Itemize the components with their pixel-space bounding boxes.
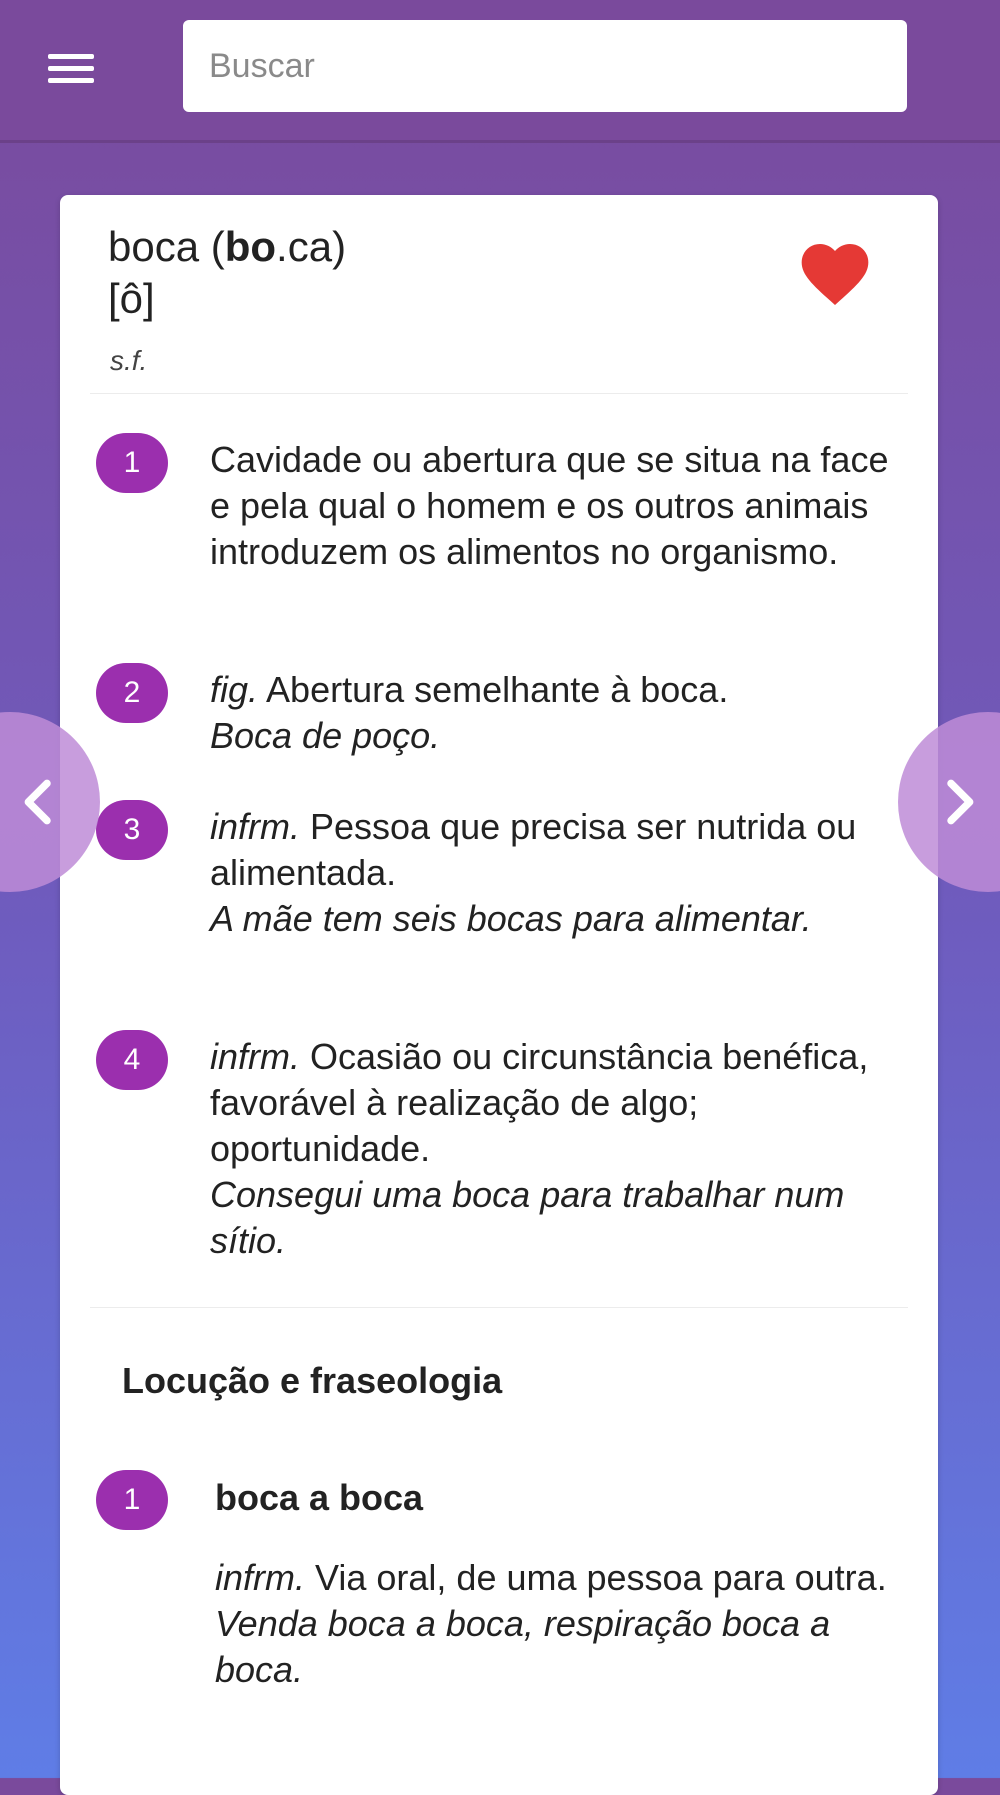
definition-example: Consegui uma boca para trabalhar num sítio. (210, 1174, 845, 1261)
definition-text: Cavidade ou abertura que se situa na face e pela qual o homem e os outros animais introduzem os alimentos no organismo. (210, 439, 889, 572)
menu-icon[interactable] (40, 44, 102, 94)
heart-icon[interactable] (795, 235, 875, 305)
headword: boca (bo.ca) (108, 223, 347, 270)
definition-text: infrm. Pessoa que precisa ser nutrida ou alimentada. A mãe tem seis bocas para alimentar. (210, 804, 900, 942)
definition-text: fig. Abertura semelhante à boca. Boca de poço. (210, 667, 900, 759)
locution-example: Venda boca a boca, respiração boca a boca. (215, 1603, 831, 1690)
top-bar (0, 0, 1000, 143)
chevron-left-icon (12, 774, 68, 830)
locution-text: infrm. Via oral, de uma pessoa para outra. Venda boca a boca, respiração boca a boca. (215, 1555, 905, 1693)
search-input[interactable] (183, 20, 907, 112)
chevron-right-icon (930, 774, 986, 830)
definition-example: Boca de poço. (210, 715, 441, 756)
definition-number: 3 (96, 800, 168, 860)
definition-example: A mãe tem seis bocas para alimentar. (210, 898, 812, 939)
definition-number: 4 (96, 1030, 168, 1090)
locution-term: boca a boca (215, 1477, 424, 1518)
definition-number: 1 (96, 433, 168, 493)
divider (90, 1307, 908, 1308)
divider (90, 393, 908, 394)
definition-number: 2 (96, 663, 168, 723)
entry-card (60, 195, 938, 1795)
locution-number: 1 (96, 1470, 168, 1530)
section-title: Locução e fraseologia (122, 1360, 503, 1401)
pronunciation: [ô] (108, 275, 155, 322)
part-of-speech: s.f. (110, 345, 148, 376)
definition-text: infrm. Ocasião ou circunstância benéfica, favorável à realização de algo; oportunidade. Consegui uma boca para trabalhar num sítio. (210, 1034, 900, 1264)
